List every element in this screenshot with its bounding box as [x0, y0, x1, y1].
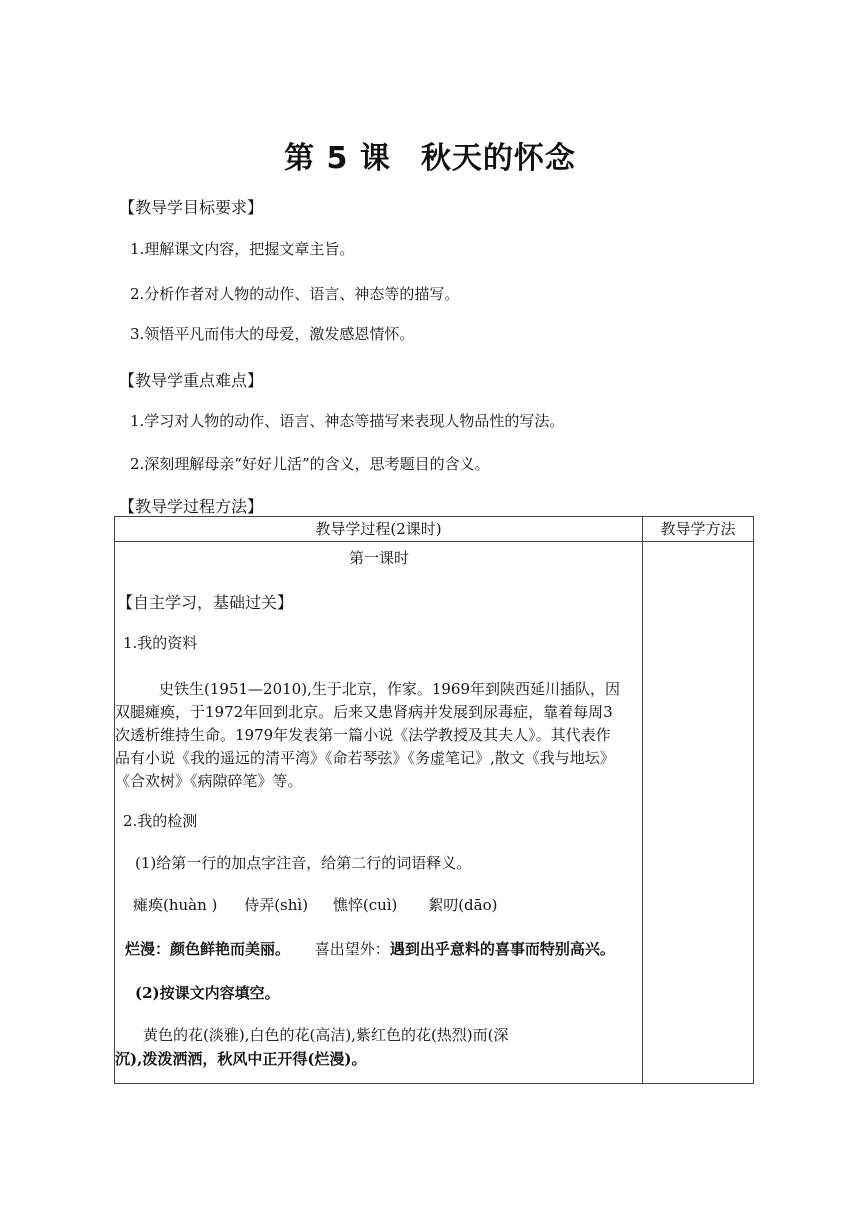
pinyin-row [133, 894, 497, 915]
lesson-title [0, 133, 860, 177]
lesson-name: 秋天的怀念 [420, 141, 576, 176]
method-column-header: 教导学方法 [643, 517, 754, 542]
self-study-heading: 【自主学习，基础过关】 [117, 593, 294, 612]
period-label: 第一课时 [348, 549, 409, 567]
goal-item: 3.领悟平凡而伟大的母爱，激发感恩情怀。 [130, 325, 415, 343]
profile-title: 1.我的资料 [123, 634, 198, 652]
pinyin-item: 侍弄(shì) [244, 896, 309, 914]
key-point-item: 1.学习对人物的动作、语言、神态等描写来表现人物品性的写法。 [130, 412, 565, 430]
author-profile [115, 678, 642, 793]
lesson-number: 第 5 课 [284, 141, 391, 176]
pinyin-item: 瘫痪(huàn ) [133, 896, 218, 914]
profile-line: 双腿瘫痪，于1972年回到北京。后来又患肾病并发展到尿毒症，靠着每周3 [115, 703, 613, 721]
key-point-item: 2.深刻理解母亲“好好儿活”的含义，思考题目的含义。 [130, 455, 490, 473]
process-column-header: 教导学过程(2课时) [115, 517, 643, 542]
definition-lanman: 烂漫：颜色鲜艳而美丽。 [125, 940, 291, 958]
pinyin-item: 憔悴(cuì) [332, 896, 398, 914]
process-heading: 【教导学过程方法】 [119, 497, 264, 516]
goals-heading: 【教导学目标要求】 [119, 198, 264, 217]
fill-line-1: 黄色的花(淡雅),白色的花(高洁),紫红色的花(热烈)而(深 [143, 1026, 509, 1044]
profile-line: 品有小说《我的遥远的清平湾》《命若琴弦》《务虚笔记》,散文《我与地坛》 [115, 749, 615, 767]
fill-line-2: 沉),泼泼洒洒，秋风中正开得(烂漫)。 [115, 1050, 367, 1068]
question-1: (1)给第一行的加点字注音，给第二行的词语释义。 [135, 854, 472, 872]
profile-line: 史铁生(1951—2010),生于北京，作家。1969年到陕西延川插队，因 [159, 680, 620, 698]
definitions-row [125, 938, 615, 959]
check-title: 2.我的检测 [123, 812, 198, 830]
goal-item: 2.分析作者对人物的动作、语言、神态等的描写。 [130, 285, 460, 303]
definition-xichuwangwai-term: 喜出望外： [314, 940, 390, 958]
lesson-plan-table [114, 516, 754, 1084]
method-content-cell [643, 542, 754, 1084]
process-content-cell [115, 542, 643, 1084]
question-2: (2)按课文内容填空。 [135, 984, 280, 1002]
profile-line: 次透析维持生命。1979年发表第一篇小说《法学教授及其夫人》。其代表作 [115, 726, 611, 744]
pinyin-item: 絮叨(dāo) [428, 896, 498, 914]
definition-xichuwangwai: 遇到出乎意料的喜事而特别高兴。 [389, 940, 615, 958]
profile-line: 《合欢树》《病隙碎笔》等。 [115, 772, 303, 790]
goal-item: 1.理解课文内容，把握文章主旨。 [130, 240, 355, 258]
key-points-heading: 【教导学重点难点】 [119, 371, 264, 390]
